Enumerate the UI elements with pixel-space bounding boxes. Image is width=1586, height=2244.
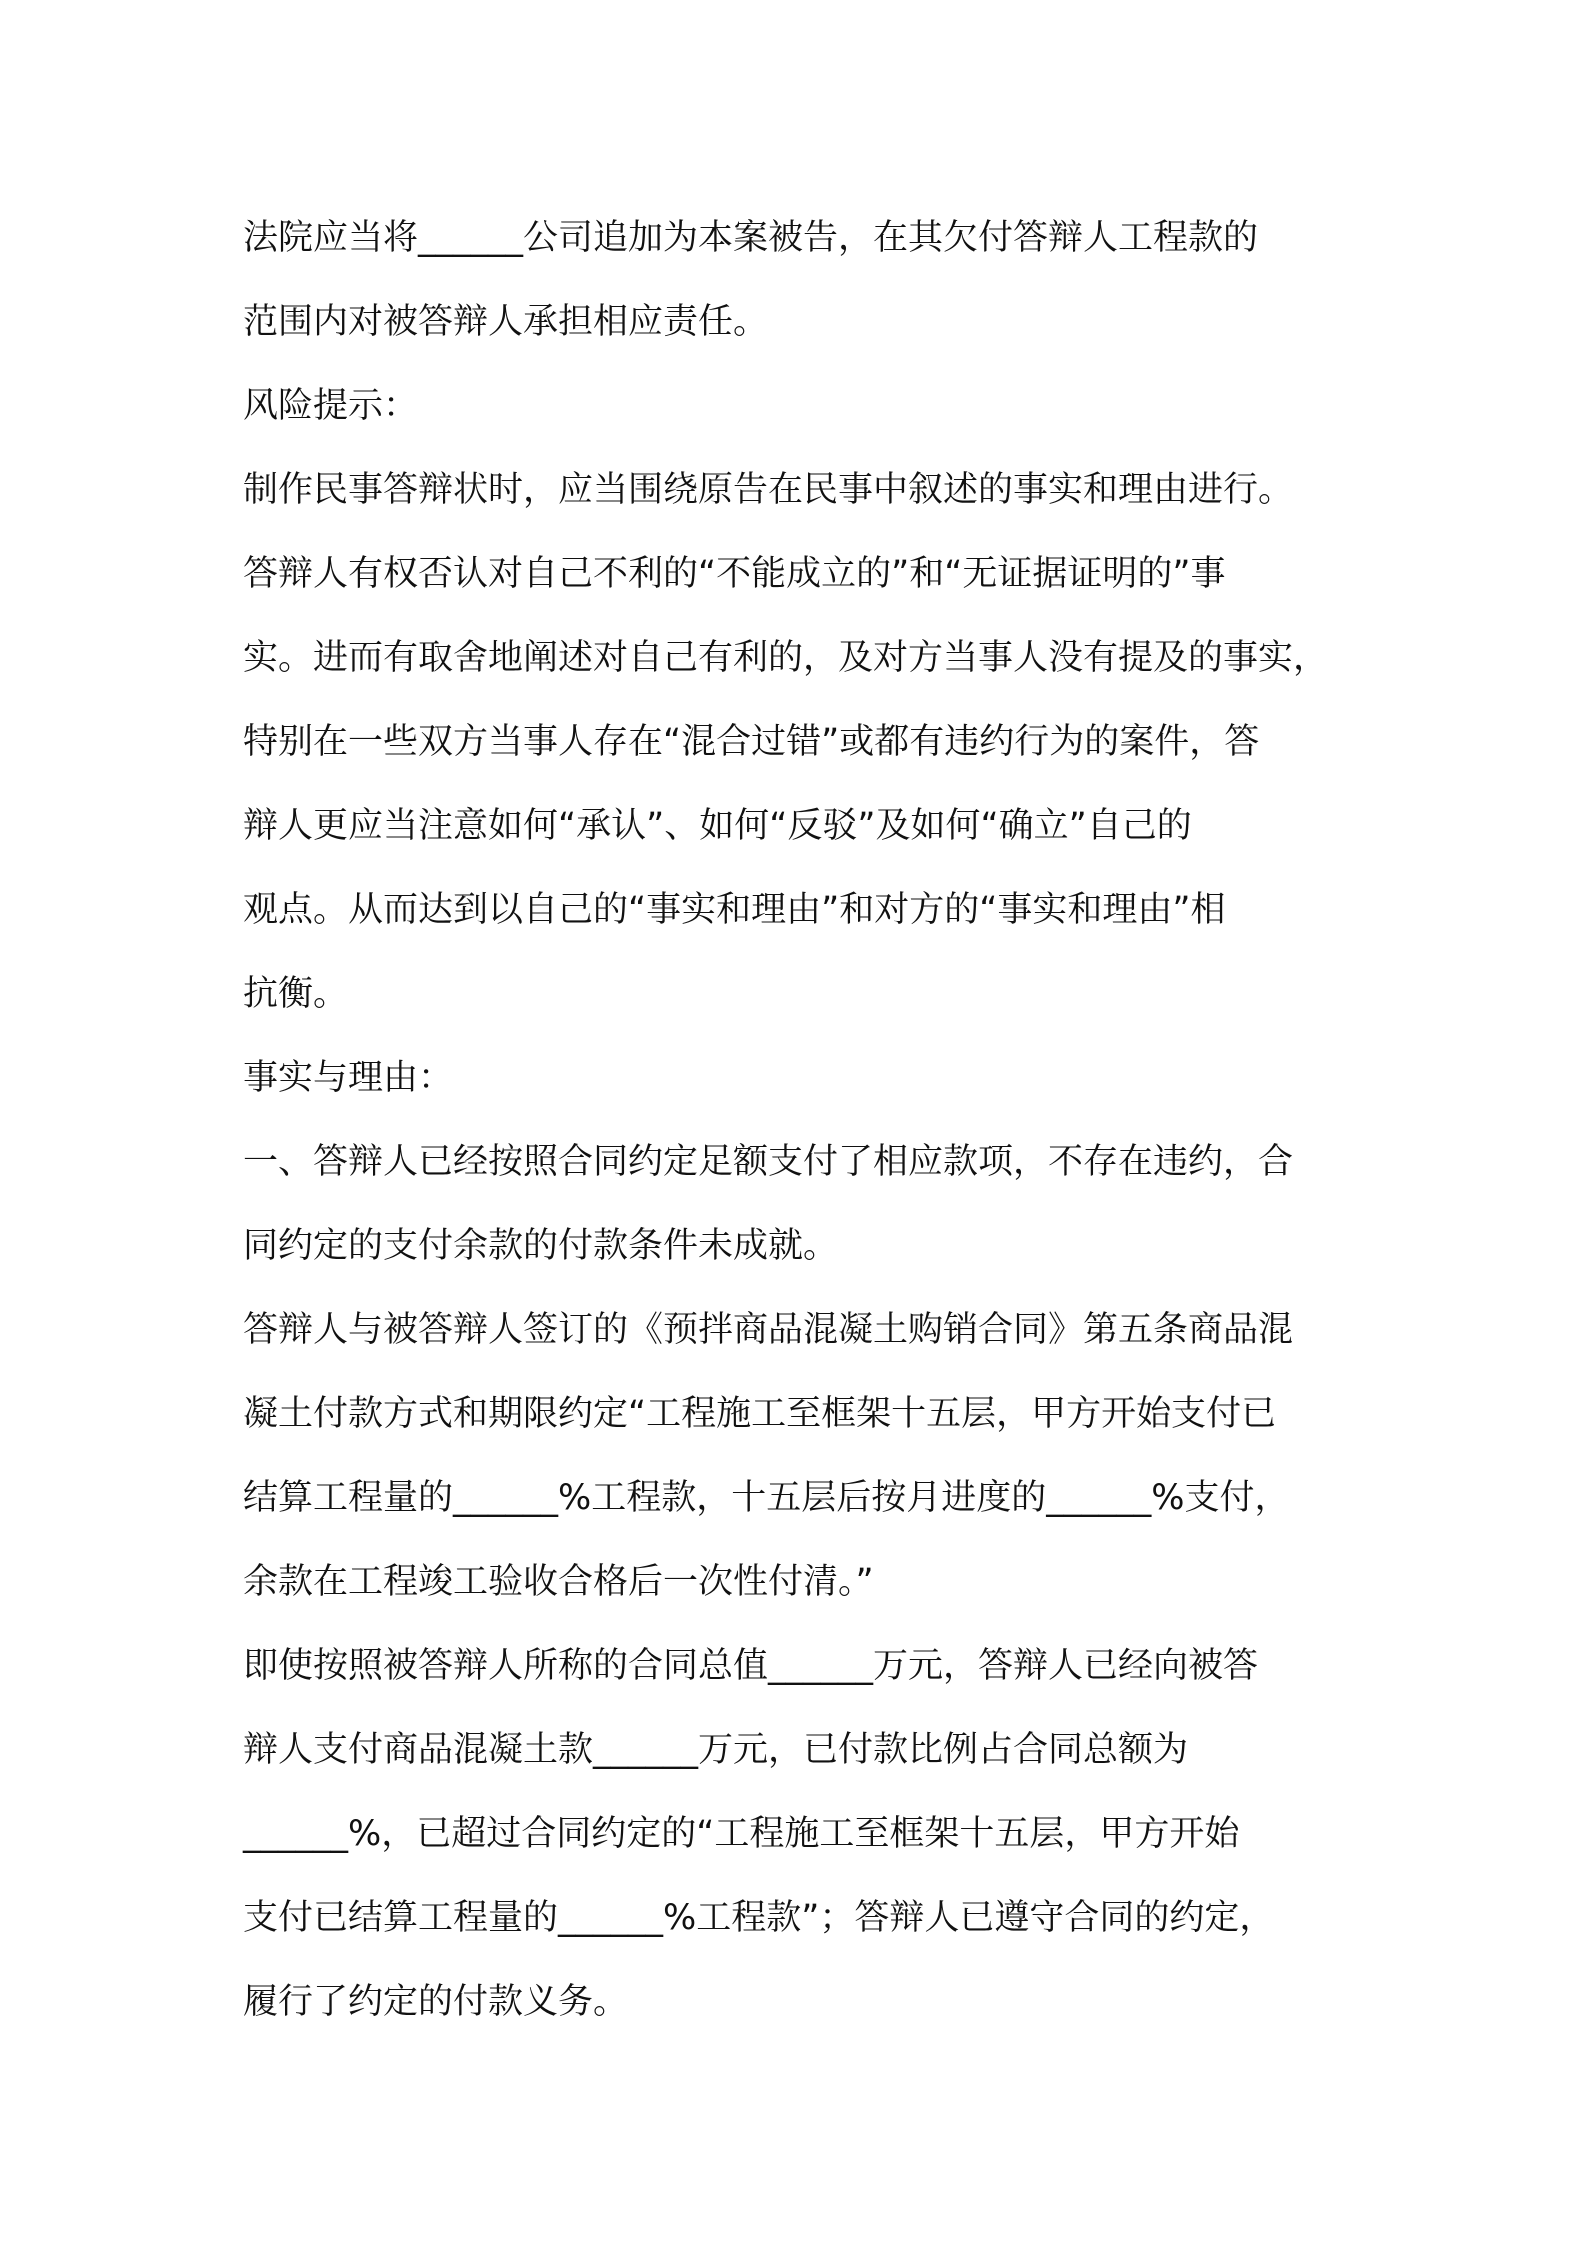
text-line: 范围内对被答辩人承担相应责任。 xyxy=(243,302,769,342)
text-line: ______%，已超过合同约定的“工程施工至框架十五层，甲方开始 xyxy=(243,1814,1240,1854)
text-line: 特别在一些双方当事人存在“混合过错”或都有违约行为的案件，答 xyxy=(243,722,1260,762)
text-line: 支付已结算工程量的______%工程款”；答辩人已遵守合同的约定， xyxy=(243,1898,1275,1938)
text-line: 制作民事答辩状时，应当围绕原告在民事中叙述的事实和理由进行。 xyxy=(243,470,1294,510)
text-line: 一、答辩人已经按照合同约定足额支付了相应款项，不存在违约，合 xyxy=(243,1142,1294,1182)
text-line: 法院应当将______公司追加为本案被告，在其欠付答辩人工程款的 xyxy=(243,218,1259,258)
text-line: 结算工程量的______%工程款，十五层后按月进度的______%支付， xyxy=(243,1478,1290,1518)
text-line: 观点。从而达到以自己的“事实和理由”和对方的“事实和理由”相 xyxy=(243,890,1226,930)
section-heading-risk-tip: 风险提示： xyxy=(243,386,419,426)
text-line: 凝土付款方式和期限约定“工程施工至框架十五层，甲方开始支付已 xyxy=(243,1394,1277,1434)
text-line: 实。进而有取舍地阐述对自己有利的，及对方当事人没有提及的事实， xyxy=(243,638,1329,678)
text-line: 抗衡。 xyxy=(243,974,349,1014)
document-body xyxy=(243,196,1383,2044)
section-heading-facts-reasons: 事实与理由： xyxy=(243,1058,454,1098)
text-line: 即使按照被答辩人所称的合同总值______万元，答辩人已经向被答 xyxy=(243,1646,1259,1686)
text-line: 辩人支付商品混凝土款______万元，已付款比例占合同总额为 xyxy=(243,1730,1189,1770)
text-line: 辩人更应当注意如何“承认”、如何“反驳”及如何“确立”自己的 xyxy=(243,806,1192,846)
text-line: 履行了约定的付款义务。 xyxy=(243,1982,629,2022)
text-line: 同约定的支付余款的付款条件未成就。 xyxy=(243,1226,839,1266)
text-line: 答辩人有权否认对自己不利的“不能成立的”和“无证据证明的”事 xyxy=(243,554,1226,594)
text-line: 余款在工程竣工验收合格后一次性付清。” xyxy=(243,1562,874,1602)
text-line: 答辩人与被答辩人签订的《预拌商品混凝土购销合同》第五条商品混 xyxy=(243,1310,1294,1350)
